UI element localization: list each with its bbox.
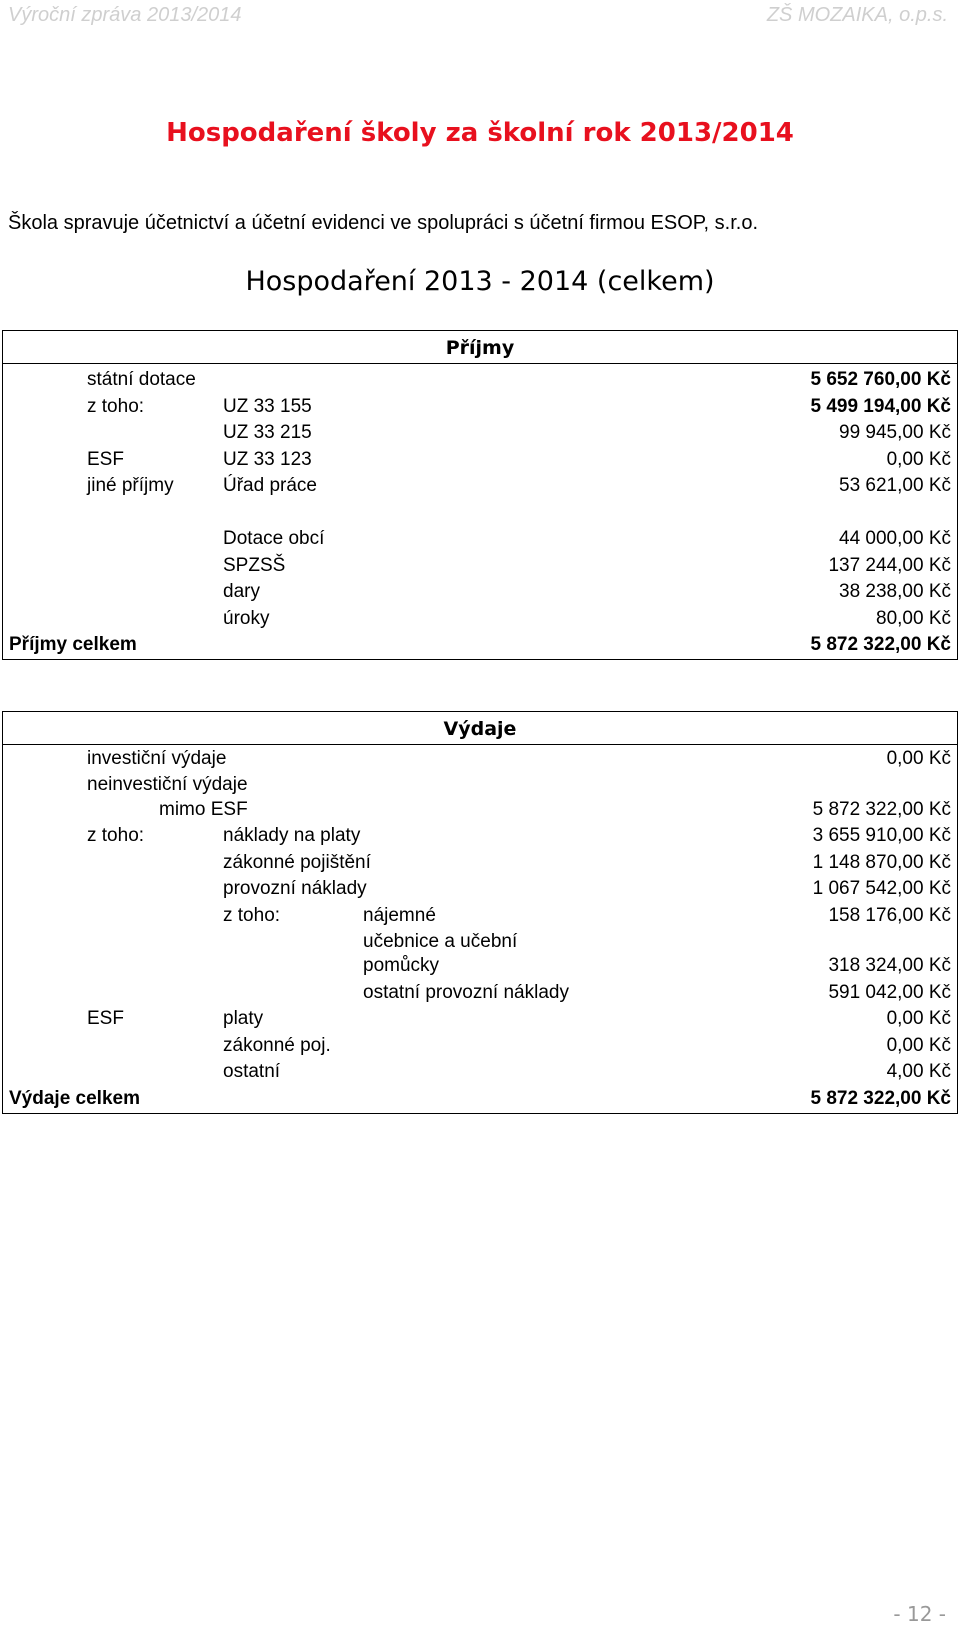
row-sublabel: dary — [223, 581, 260, 603]
row-amount: 44 000,00 Kč — [839, 527, 951, 549]
table-row — [3, 773, 957, 797]
section-subtitle: Hospodaření 2013 - 2014 (celkem) — [245, 266, 715, 297]
income-heading: Příjmy — [3, 331, 957, 364]
row-amount: 3 655 910,00 Kč — [812, 825, 951, 847]
row-label: neinvestiční výdaje — [87, 773, 248, 795]
row-label: z toho: — [87, 825, 145, 847]
row-amount: 38 238,00 Kč — [839, 581, 951, 603]
table-row — [3, 1059, 957, 1086]
row-amount: 5 499 194,00 Kč — [810, 395, 951, 417]
row-detail: ostatní provozní náklady — [363, 981, 569, 1003]
row-sublabel: úroky — [223, 607, 270, 629]
total-row — [3, 632, 957, 659]
row-sublabel: platy — [223, 1008, 264, 1030]
row-detail: nájemné — [363, 904, 436, 926]
row-label: z toho: — [87, 395, 145, 417]
row-amount: 5 872 322,00 Kč — [812, 798, 951, 820]
row-sublabel: provozní náklady — [223, 878, 367, 900]
row-label: státní dotace — [87, 369, 196, 390]
table-row — [3, 903, 957, 930]
row-label: jiné příjmy — [87, 475, 174, 497]
page-number: - 12 - — [893, 1602, 946, 1626]
header-report-title: Výroční zpráva 2013/2014 — [8, 4, 242, 26]
expenses-table — [2, 711, 958, 1114]
row-amount: 5 652 760,00 Kč — [810, 369, 951, 390]
page-title: Hospodaření školy za školní rok 2013/2014 — [166, 118, 794, 148]
row-sublabel: zákonné pojištění — [223, 851, 371, 873]
table-row — [3, 1006, 957, 1033]
table-row — [3, 823, 957, 850]
row-amount: 158 176,00 Kč — [828, 904, 951, 926]
expenses-heading: Výdaje — [3, 712, 957, 745]
row-amount: 80,00 Kč — [876, 607, 951, 629]
row-sublabel: UZ 33 123 — [223, 448, 312, 470]
row-amount: 0,00 Kč — [886, 1008, 951, 1030]
row-sublabel: SPZSŠ — [223, 554, 286, 576]
table-row — [3, 876, 957, 903]
row-amount: 0,00 Kč — [886, 1034, 951, 1056]
income-table — [2, 330, 958, 660]
intro-text: Škola spravuje účetnictví a účetní evidenci ve spolupráci s účetní firmou ESOP, s.r.o. — [8, 212, 759, 234]
total-label: Výdaje celkem — [9, 1087, 140, 1109]
table-row — [3, 930, 957, 980]
table-row — [3, 526, 957, 553]
table-row — [3, 447, 957, 474]
row-sublabel: náklady na platy — [223, 825, 361, 847]
table-row — [3, 473, 957, 500]
row-sublabel: UZ 33 215 — [223, 422, 312, 444]
table-row — [3, 579, 957, 606]
row-amount: 591 042,00 Kč — [828, 981, 951, 1003]
row-amount: 318 324,00 Kč — [828, 954, 951, 976]
row-sublabel: ostatní — [223, 1061, 281, 1083]
row-label: ESF — [87, 448, 124, 470]
table-row — [3, 553, 957, 580]
row-label: ESF — [87, 1008, 124, 1030]
row-sublabel: Dotace obcí — [223, 527, 325, 549]
row-amount: 1 148 870,00 Kč — [812, 851, 951, 873]
row-amount: 1 067 542,00 Kč — [812, 878, 951, 900]
table-row — [3, 394, 957, 421]
table-row — [3, 606, 957, 633]
table-row — [3, 420, 957, 447]
row-sublabel: UZ 33 155 — [223, 395, 312, 417]
table-row — [3, 1033, 957, 1060]
row-amount: 99 945,00 Kč — [839, 422, 951, 444]
row-amount: 4,00 Kč — [886, 1061, 951, 1083]
table-row — [3, 850, 957, 877]
header-school-name: ZŠ MOZAIKA, o.p.s. — [766, 4, 948, 26]
row-amount: 0,00 Kč — [886, 448, 951, 470]
table-row — [3, 367, 957, 394]
row-label: investiční výdaje — [87, 748, 227, 769]
table-row — [3, 797, 957, 824]
row-sublabel: Úřad práce — [223, 475, 317, 497]
row-sublabel: zákonné poj. — [223, 1034, 331, 1056]
total-amount: 5 872 322,00 Kč — [810, 1087, 951, 1109]
row-sublabel: z toho: — [223, 904, 281, 926]
row-detail: učebnice a učební pomůcky — [363, 930, 518, 976]
row-amount: 0,00 Kč — [886, 748, 951, 769]
total-amount: 5 872 322,00 Kč — [810, 634, 951, 656]
row-label: mimo ESF — [159, 798, 248, 820]
total-row — [3, 1086, 957, 1113]
row-amount: 137 244,00 Kč — [828, 554, 951, 576]
table-row — [3, 746, 957, 773]
total-label: Příjmy celkem — [9, 634, 137, 656]
table-row — [3, 980, 957, 1007]
row-amount: 53 621,00 Kč — [839, 475, 951, 497]
